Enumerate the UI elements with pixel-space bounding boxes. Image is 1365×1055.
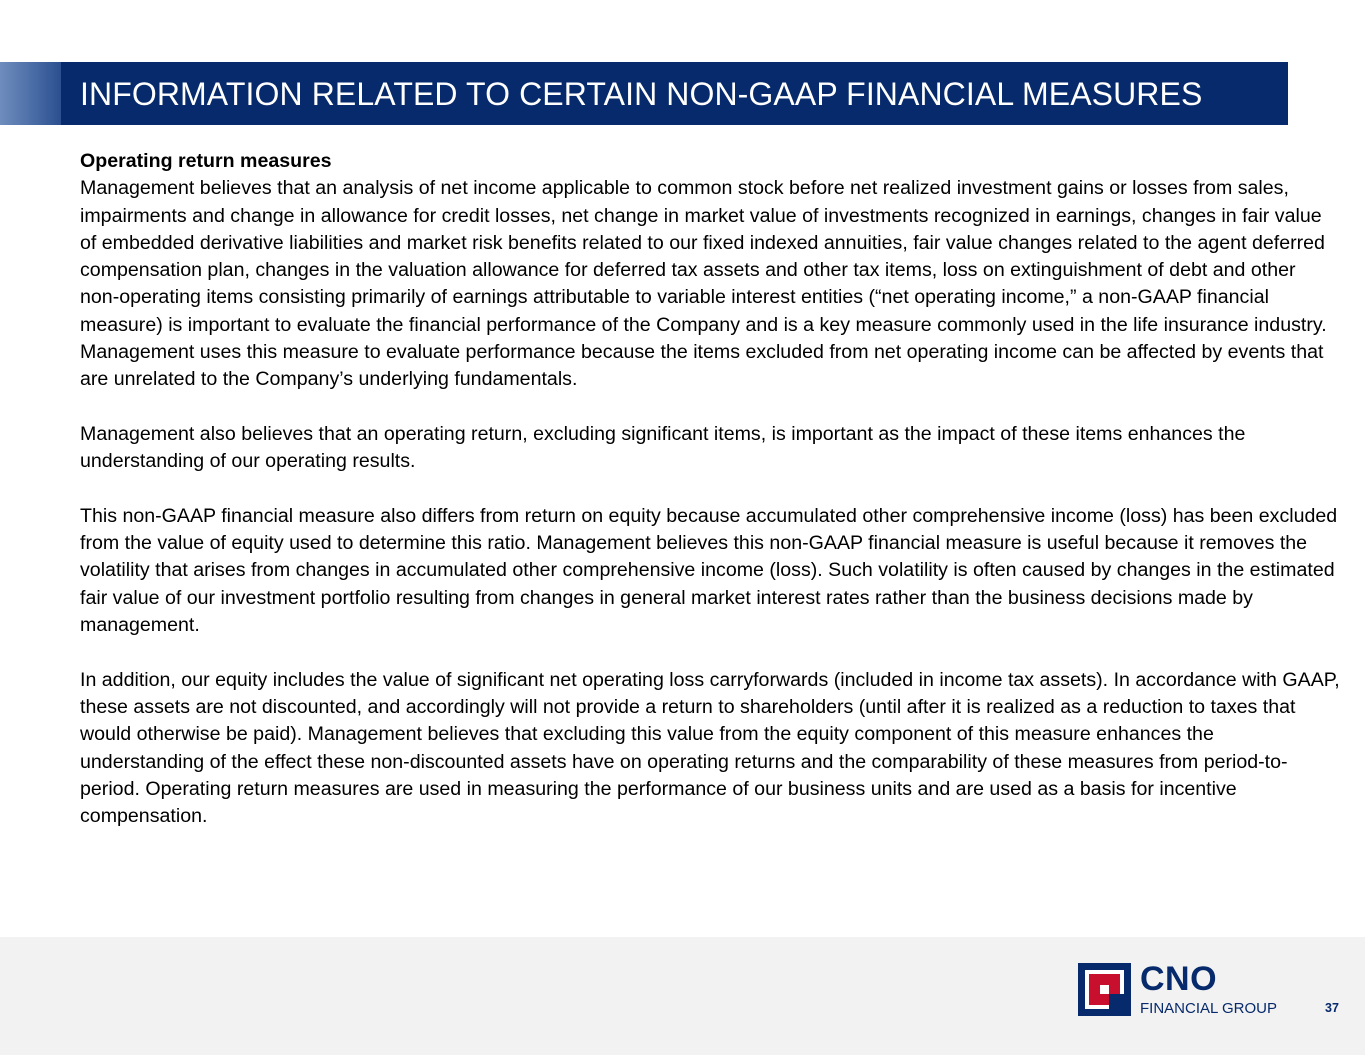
title-accent-block <box>0 62 61 125</box>
paragraph-significant-items: Management also believes that an operating return, excluding significant items, is important as the impact of these items enhances the understanding of our operating results. <box>80 422 1246 473</box>
page-number: 37 <box>1325 1001 1339 1015</box>
cno-logo <box>1078 960 1288 1017</box>
paragraph-text: Management believes that an analysis of net income applicable to common stock before net realized investment gains or losses from sales, impairments and change in allowance for credit losses, net change in market value of investments recognized in earnings, changes in fair value of embedded derivative liabilities and market risk benefits related to our fixed indexed annuities, fair value changes related to the agent deferred compensation plan, changes in the valuation allowance for deferred tax assets and other tax items, loss on extinguishment of debt and other non-operating items consisting primarily of earnings attributable to variable interest entities (“net operating income,” a non-GAAP financial measure) is important to evaluate the financial performance of the Company and is a key measure commonly used in the life insurance industry. Management uses this measure to evaluate performance because the items excluded from net operating income can be affected by events that are unrelated to the Company’s underlying fundamentals. <box>80 177 1327 391</box>
page-title: INFORMATION RELATED TO CERTAIN NON-GAAP FINANCIAL MEASURES <box>80 76 1203 112</box>
content-body <box>80 148 1340 858</box>
logo-wordmark: CNO <box>1140 960 1218 998</box>
paragraph-aoci: This non-GAAP financial measure also differs from return on equity because accumulated other comprehensive income (loss) has been excluded from the value of equity used to determine this ratio. Management believes this non-GAAP financial measure is useful because it removes the volatility that arises from changes in accumulated other comprehensive income (loss). Such volatility is often caused by changes in the estimated fair value of our investment portfolio resulting from changes in general market interest rates rather than the business decisions made by management. <box>80 504 1338 637</box>
logo-subtitle: FINANCIAL GROUP <box>1140 1000 1277 1017</box>
cno-logo-mark-icon <box>1078 963 1131 1016</box>
paragraph-intro <box>80 148 1340 394</box>
section-heading: Operating return measures <box>80 150 332 172</box>
paragraph-nol: In addition, our equity includes the value of significant net operating loss carryforwards (included in income tax assets). In accordance with GAAP, these assets are not discounted, and accordingly will not provide a return to shareholders (until after it is realized as a reduction to taxes that would otherwise be paid). Management believes that excluding this value from the equity component of this measure enhances the understanding of the effect these non-discounted assets have on operating returns and the comparability of these measures from period-to-period. Operating return measures are used in measuring the performance of our business units and are used as a basis for incentive compensation. <box>80 668 1340 828</box>
title-bar <box>0 62 1288 125</box>
